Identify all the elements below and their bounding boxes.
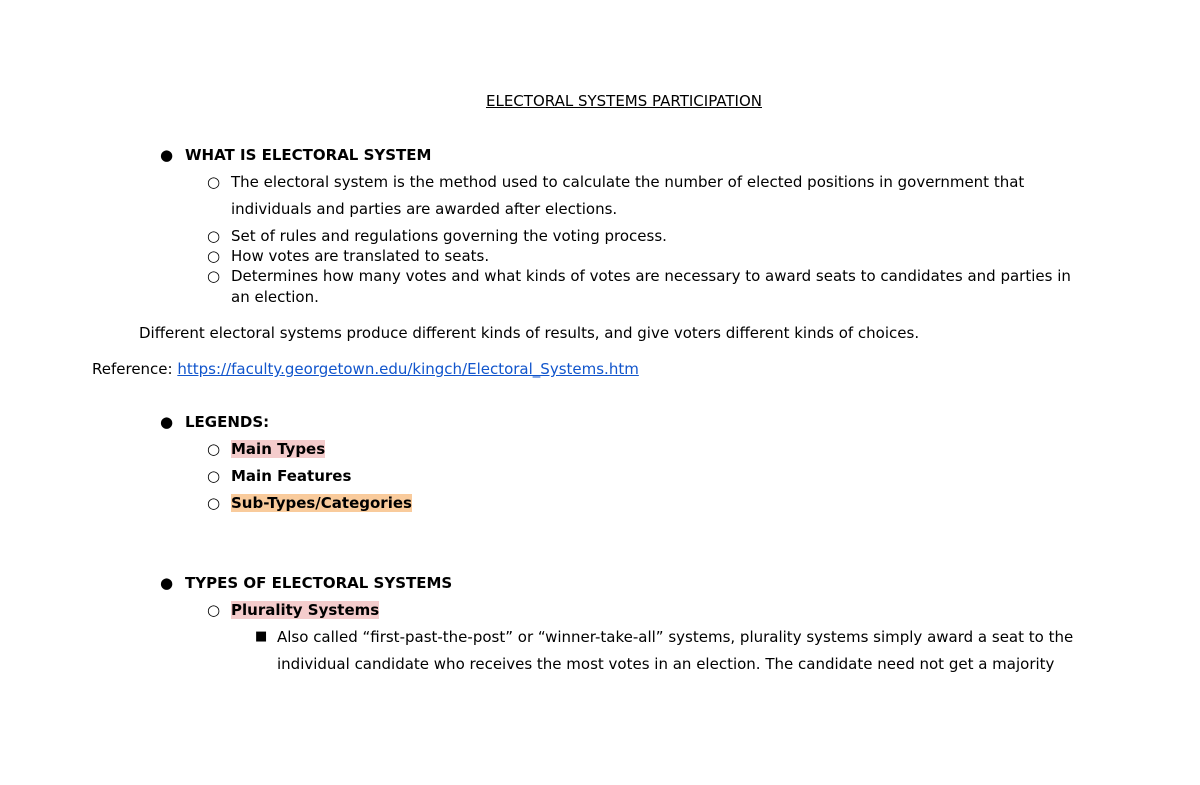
reference-label: Reference: [92,360,178,378]
section-heading-what-is: WHAT IS ELECTORAL SYSTEM [185,146,432,164]
filled-circle-bullet-icon: ● [160,413,174,431]
legend-main-types: Main Types [231,440,326,458]
legend-sub-types: Sub-Types/Categories [231,494,412,512]
document-title: ELECTORAL SYSTEMS PARTICIPATION [486,92,762,110]
plurality-description-line-1: Also called “first-past-the-post” or “winner-take-all” systems, plurality systems simply award a seat to the [277,628,1074,646]
hollow-circle-bullet-icon: ○ [207,467,221,485]
types-heading: TYPES OF ELECTORAL SYSTEMS [185,574,453,592]
hollow-circle-bullet-icon: ○ [207,227,221,245]
summary-paragraph: Different electoral systems produce different kinds of results, and give voters different kinds of choices. [139,324,920,342]
plurality-description-line-2: individual candidate who receives the most votes in an election. The candidate need not get a majority [277,655,1055,673]
hollow-circle-bullet-icon: ○ [207,173,221,191]
legends-heading: LEGENDS: [185,413,270,431]
filled-circle-bullet-icon: ● [160,146,174,164]
votes-translated-item: How votes are translated to seats. [231,247,490,265]
hollow-circle-bullet-icon: ○ [207,440,221,458]
plurality-systems-label: Plurality Systems [231,601,380,619]
filled-circle-bullet-icon: ● [160,574,174,592]
reference-line [92,360,639,378]
determines-line-2: an election. [231,288,319,306]
hollow-circle-bullet-icon: ○ [207,601,221,619]
reference-link[interactable]: https://faculty.georgetown.edu/kingch/Electoral_Systems.htm [177,360,639,378]
hollow-circle-bullet-icon: ○ [207,247,221,265]
hollow-circle-bullet-icon: ○ [207,494,221,512]
definition-line-2: individuals and parties are awarded after elections. [231,200,618,218]
hollow-circle-bullet-icon: ○ [207,267,221,285]
determines-line-1: Determines how many votes and what kinds of votes are necessary to award seats to candidates and parties in [231,267,1071,285]
legend-main-features: Main Features [231,467,352,485]
rules-item: Set of rules and regulations governing the voting process. [231,227,667,245]
filled-square-bullet-icon: ■ [255,629,268,644]
definition-line-1: The electoral system is the method used to calculate the number of elected positions in government that [231,173,1025,191]
